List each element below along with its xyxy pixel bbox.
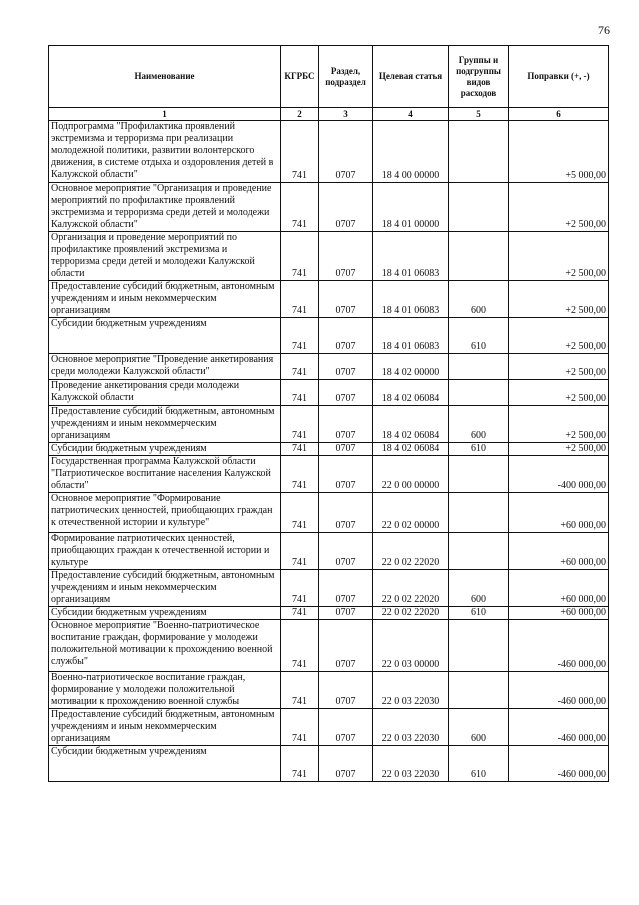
row-name: Военно-патриотическое воспитание граждан, формирование у молодежи положительной мотивации к прохождению военной службы — [49, 672, 281, 709]
row-amount: +2 500,00 — [509, 281, 609, 318]
row-expense-group — [449, 620, 509, 672]
row-target-item: 18 4 01 06083 — [373, 232, 449, 281]
row-expense-group: 610 — [449, 318, 509, 354]
row-target-item: 18 4 01 06083 — [373, 318, 449, 354]
row-kgrbs: 741 — [281, 406, 319, 443]
row-expense-group — [449, 354, 509, 380]
table-row — [49, 709, 609, 746]
row-section: 0707 — [319, 354, 373, 380]
row-amount: +2 500,00 — [509, 232, 609, 281]
row-name: Основное мероприятие "Организация и проведение мероприятий по профилактике проявлений экстремизма и терроризма среди детей и молодежи Калужской области" — [49, 183, 281, 232]
row-section: 0707 — [319, 121, 373, 183]
row-section: 0707 — [319, 281, 373, 318]
row-amount: -460 000,00 — [509, 746, 609, 782]
row-expense-group — [449, 533, 509, 570]
row-name: Организация и проведение мероприятий по профилактике проявлений экстремизма и терроризма среди детей и молодежи Калужской области — [49, 232, 281, 281]
row-amount: +2 500,00 — [509, 406, 609, 443]
row-kgrbs: 741 — [281, 232, 319, 281]
row-section: 0707 — [319, 620, 373, 672]
row-amount: +2 500,00 — [509, 318, 609, 354]
row-target-item: 18 4 00 00000 — [373, 121, 449, 183]
row-target-item: 22 0 02 22020 — [373, 533, 449, 570]
row-kgrbs: 741 — [281, 746, 319, 782]
row-name: Основное мероприятие "Военно-патриотическое воспитание граждан, формирование у молодежи положительной мотивации к прохождению военной службы" — [49, 620, 281, 672]
table-row — [49, 281, 609, 318]
row-section: 0707 — [319, 183, 373, 232]
row-section: 0707 — [319, 493, 373, 533]
row-section: 0707 — [319, 570, 373, 607]
header-expense-group: Группы и подгруппы видов расходов — [449, 46, 509, 108]
column-number-row — [49, 108, 609, 121]
row-expense-group: 600 — [449, 570, 509, 607]
row-kgrbs: 741 — [281, 570, 319, 607]
row-expense-group: 610 — [449, 443, 509, 456]
row-target-item: 18 4 02 06084 — [373, 380, 449, 406]
table-row — [49, 533, 609, 570]
row-target-item: 18 4 02 06084 — [373, 443, 449, 456]
column-number: 3 — [319, 108, 373, 121]
row-kgrbs: 741 — [281, 281, 319, 318]
row-name: Предоставление субсидий бюджетным, автономным учреждениям и иным некоммерческим организациям — [49, 709, 281, 746]
row-expense-group — [449, 493, 509, 533]
row-amount: -460 000,00 — [509, 672, 609, 709]
table-row — [49, 672, 609, 709]
row-target-item: 22 0 02 00000 — [373, 493, 449, 533]
table-row — [49, 607, 609, 620]
table-row — [49, 443, 609, 456]
row-amount: -460 000,00 — [509, 709, 609, 746]
table-row — [49, 354, 609, 380]
row-name: Субсидии бюджетным учреждениям — [49, 443, 281, 456]
row-kgrbs: 741 — [281, 607, 319, 620]
row-section: 0707 — [319, 318, 373, 354]
row-name: Предоставление субсидий бюджетным, автономным учреждениям и иным некоммерческим организациям — [49, 570, 281, 607]
row-amount: +60 000,00 — [509, 607, 609, 620]
header-amendments: Поправки (+, -) — [509, 46, 609, 108]
row-name: Государственная программа Калужской области "Патриотическое воспитание населения Калужской области" — [49, 456, 281, 493]
row-target-item: 22 0 03 22030 — [373, 746, 449, 782]
row-kgrbs: 741 — [281, 354, 319, 380]
row-expense-group — [449, 380, 509, 406]
row-name: Субсидии бюджетным учреждениям — [49, 607, 281, 620]
table-row — [49, 380, 609, 406]
row-name: Проведение анкетирования среди молодежи Калужской области — [49, 380, 281, 406]
row-target-item: 22 0 03 22030 — [373, 709, 449, 746]
table-row — [49, 493, 609, 533]
row-target-item: 22 0 03 00000 — [373, 620, 449, 672]
table-row — [49, 406, 609, 443]
row-expense-group — [449, 672, 509, 709]
row-section: 0707 — [319, 709, 373, 746]
table-row — [49, 183, 609, 232]
column-number: 1 — [49, 108, 281, 121]
row-name: Субсидии бюджетным учреждениям — [49, 318, 281, 354]
row-amount: +60 000,00 — [509, 533, 609, 570]
header-target-item: Целевая статья — [373, 46, 449, 108]
table-row — [49, 121, 609, 183]
budget-table — [48, 45, 609, 782]
row-target-item: 22 0 03 22030 — [373, 672, 449, 709]
row-amount: +60 000,00 — [509, 493, 609, 533]
row-section: 0707 — [319, 456, 373, 493]
row-kgrbs: 741 — [281, 493, 319, 533]
table-row — [49, 570, 609, 607]
column-number: 4 — [373, 108, 449, 121]
header-kgrbs: КГРБС — [281, 46, 319, 108]
row-amount: +5 000,00 — [509, 121, 609, 183]
table-header-row — [49, 46, 609, 108]
row-name: Основное мероприятие "Формирование патриотических ценностей, приобщающих граждан к отечественной истории и культуре" — [49, 493, 281, 533]
row-section: 0707 — [319, 443, 373, 456]
table-row — [49, 620, 609, 672]
row-target-item: 22 0 02 22020 — [373, 570, 449, 607]
row-expense-group: 610 — [449, 607, 509, 620]
row-kgrbs: 741 — [281, 318, 319, 354]
row-expense-group: 600 — [449, 709, 509, 746]
row-section: 0707 — [319, 406, 373, 443]
table-row — [49, 456, 609, 493]
row-target-item: 18 4 02 06084 — [373, 406, 449, 443]
row-name: Предоставление субсидий бюджетным, автономным учреждениям и иным некоммерческим организациям — [49, 406, 281, 443]
row-target-item: 18 4 01 00000 — [373, 183, 449, 232]
row-kgrbs: 741 — [281, 380, 319, 406]
row-amount: +2 500,00 — [509, 183, 609, 232]
row-section: 0707 — [319, 380, 373, 406]
row-target-item: 22 0 02 22020 — [373, 607, 449, 620]
row-name: Субсидии бюджетным учреждениям — [49, 746, 281, 782]
table-row — [49, 232, 609, 281]
row-amount: +2 500,00 — [509, 380, 609, 406]
column-number: 2 — [281, 108, 319, 121]
row-name: Формирование патриотических ценностей, приобщающих граждан к отечественной истории и культуре — [49, 533, 281, 570]
row-kgrbs: 741 — [281, 709, 319, 746]
row-kgrbs: 741 — [281, 121, 319, 183]
column-number: 6 — [509, 108, 609, 121]
row-expense-group: 610 — [449, 746, 509, 782]
row-expense-group — [449, 456, 509, 493]
row-section: 0707 — [319, 607, 373, 620]
row-name: Основное мероприятие "Проведение анкетирования среди молодежи Калужской области" — [49, 354, 281, 380]
row-section: 0707 — [319, 232, 373, 281]
table-row — [49, 318, 609, 354]
row-section: 0707 — [319, 672, 373, 709]
row-expense-group — [449, 183, 509, 232]
row-expense-group — [449, 232, 509, 281]
row-expense-group: 600 — [449, 406, 509, 443]
row-kgrbs: 741 — [281, 183, 319, 232]
row-section: 0707 — [319, 533, 373, 570]
row-target-item: 22 0 00 00000 — [373, 456, 449, 493]
row-name: Подпрограмма "Профилактика проявлений экстремизма и терроризма при реализации молодежной политики, развитии волонтерского движения, в системе отдыха и оздоровления детей в Калужской области" — [49, 121, 281, 183]
header-section: Раздел, подраздел — [319, 46, 373, 108]
row-amount: +2 500,00 — [509, 354, 609, 380]
row-kgrbs: 741 — [281, 672, 319, 709]
row-expense-group — [449, 121, 509, 183]
header-name: Наименование — [49, 46, 281, 108]
row-amount: +2 500,00 — [509, 443, 609, 456]
column-number: 5 — [449, 108, 509, 121]
page-number: 76 — [598, 23, 610, 37]
row-target-item: 18 4 02 00000 — [373, 354, 449, 380]
row-target-item: 18 4 01 06083 — [373, 281, 449, 318]
row-amount: -400 000,00 — [509, 456, 609, 493]
row-name: Предоставление субсидий бюджетным, автономным учреждениям и иным некоммерческим организациям — [49, 281, 281, 318]
row-kgrbs: 741 — [281, 533, 319, 570]
row-section: 0707 — [319, 746, 373, 782]
table-row — [49, 746, 609, 782]
row-kgrbs: 741 — [281, 456, 319, 493]
row-amount: -460 000,00 — [509, 620, 609, 672]
row-amount: +60 000,00 — [509, 570, 609, 607]
row-expense-group: 600 — [449, 281, 509, 318]
row-kgrbs: 741 — [281, 620, 319, 672]
row-kgrbs: 741 — [281, 443, 319, 456]
